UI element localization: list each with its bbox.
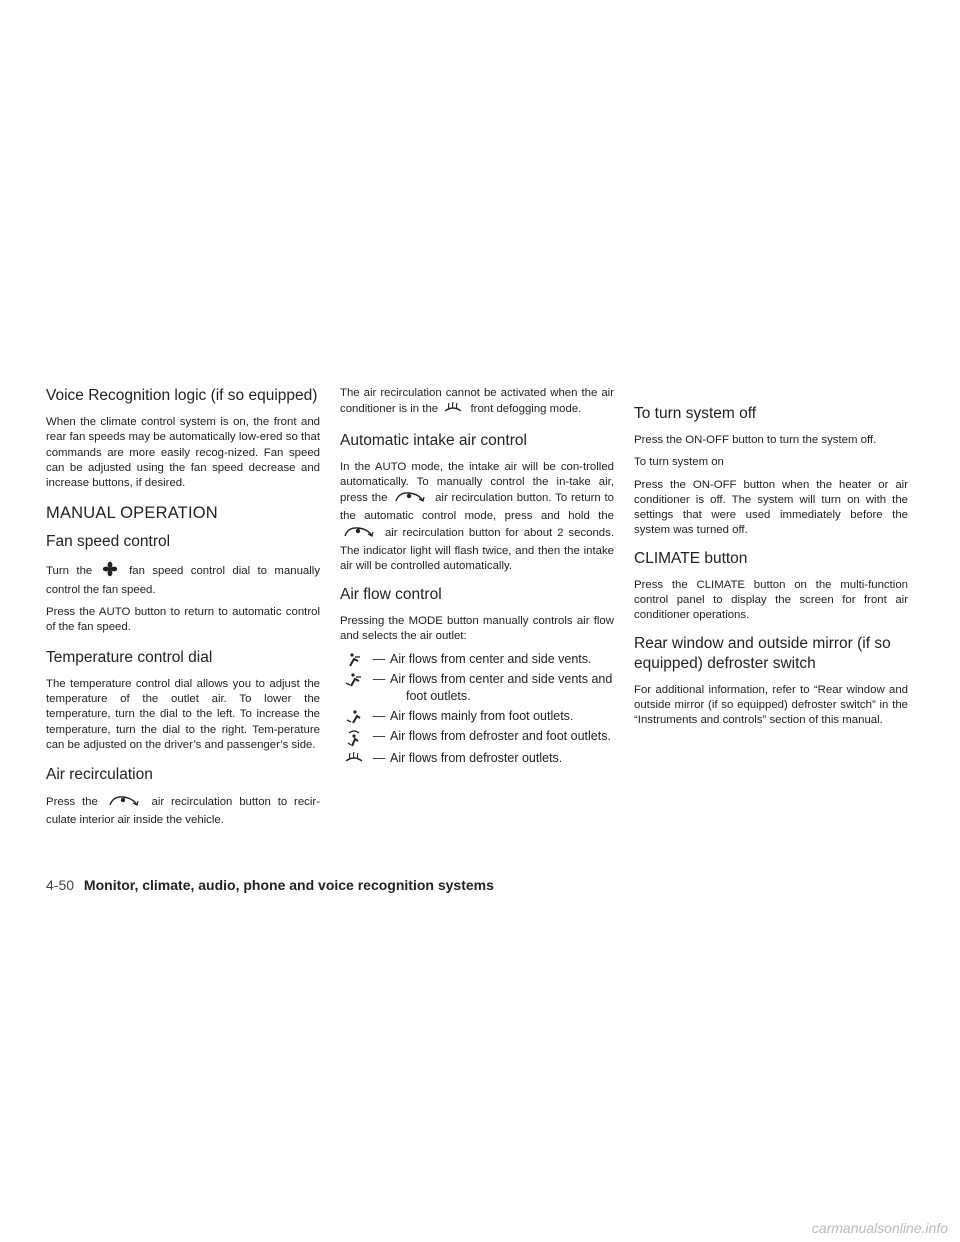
recirculation-icon bbox=[342, 525, 376, 544]
page-footer bbox=[46, 877, 494, 893]
heading-intake-air: Automatic intake air control bbox=[340, 431, 527, 449]
label-system-on: To turn system on bbox=[634, 456, 724, 469]
heading-fan-speed: Fan speed control bbox=[46, 533, 171, 551]
watermark: carmanualsonline.info bbox=[811, 1220, 948, 1236]
recirculation-icon bbox=[393, 490, 427, 509]
text-rear-defroster: For additional information, refer to “Rear window and outside mirror (if so equipped) defroster switch” in the “Instruments and controls” section of this manual. bbox=[634, 683, 908, 727]
text-temperature: The temperature control dial allows you to adjust the temperature of the outlet air. To lower the temperature, turn the dial to the left. To increase the temperature, turn the dial to the right. Tem-perature can be adjusted on the driver’s and passenger’s side. bbox=[46, 677, 320, 751]
fan-icon bbox=[102, 561, 118, 582]
column-middle bbox=[340, 386, 614, 773]
text-fan-auto: Press the AUTO button to return to automatic control of the fan speed. bbox=[46, 606, 320, 634]
heading-system-off: To turn system off bbox=[634, 405, 757, 422]
text-climate-button: Press the CLIMATE button on the multi-function control panel to display the screen for front air conditioner operations. bbox=[634, 578, 908, 622]
heading-voice-recognition: Voice Recognition logic (if so equipped) bbox=[46, 387, 318, 404]
list-item: — Air flows from defroster outlets. bbox=[340, 750, 614, 767]
front-defroster-icon bbox=[443, 401, 463, 420]
list-item: — Air flows from center and side vents. bbox=[340, 651, 614, 668]
defrost-foot-icon bbox=[340, 728, 368, 747]
heading-air-recirculation: Air recirculation bbox=[46, 766, 153, 784]
heading-climate-button: CLIMATE button bbox=[634, 549, 748, 567]
text-recirc-note: The air recirculation cannot be activated when the air conditioner is in the front defogging mode. bbox=[340, 386, 614, 421]
vent-center-foot-icon bbox=[340, 671, 368, 688]
recirculation-icon bbox=[107, 794, 141, 813]
text-system-on: Press the ON-OFF button when the heater or air conditioner is off. The system will turn on with the settings that were used immediately before the system was turned off. bbox=[634, 478, 908, 537]
vent-center-icon bbox=[340, 651, 368, 668]
column-right bbox=[634, 404, 908, 736]
text-fan-speed: Turn the fan speed control dial to manually control the fan speed. bbox=[46, 561, 320, 598]
text-intake-air: In the AUTO mode, the intake air will be con-trolled automatically. To manually control the in-take air, press the air recirculation button. To return to the automatic control mode, press and hold the air recirculation button for about 2 seconds. The indicator light will flash twice, and then the intake air will be controlled automatically. bbox=[340, 460, 614, 573]
heading-rear-defroster: Rear window and outside mirror (if so equipped) defroster switch bbox=[634, 634, 891, 672]
list-item: — Air flows from center and side vents and foot outlets. bbox=[340, 671, 614, 705]
section-title: Monitor, climate, audio, phone and voice recognition systems bbox=[83, 877, 494, 893]
foot-outlet-icon bbox=[340, 708, 368, 725]
defroster-icon bbox=[340, 750, 368, 765]
page-number: 4-50 bbox=[46, 877, 75, 893]
heading-air-flow: Air flow control bbox=[340, 585, 442, 603]
text-voice-recognition: When the climate control system is on, the front and rear fan speeds may be automatically low-ered so that commands are more easily recog-nized. Fan speed can be adjusted using the fan speed decrease and increase buttons, if desired. bbox=[46, 416, 320, 490]
text-system-off: Press the ON-OFF button to turn the system off. bbox=[634, 434, 877, 446]
text-air-flow: Pressing the MODE button manually controls air flow and selects the air outlet: bbox=[340, 614, 614, 642]
heading-temperature: Temperature control dial bbox=[46, 648, 213, 666]
list-item: — Air flows mainly from foot outlets. bbox=[340, 708, 614, 725]
heading-manual-operation: MANUAL OPERATION bbox=[46, 504, 218, 523]
list-item: — Air flows from defroster and foot outlets. bbox=[340, 728, 614, 747]
text-air-recirculation: Press the air recirculation button to recir-culate interior air inside the vehicle. bbox=[46, 796, 320, 827]
column-left bbox=[46, 386, 320, 836]
air-flow-list bbox=[340, 651, 614, 767]
